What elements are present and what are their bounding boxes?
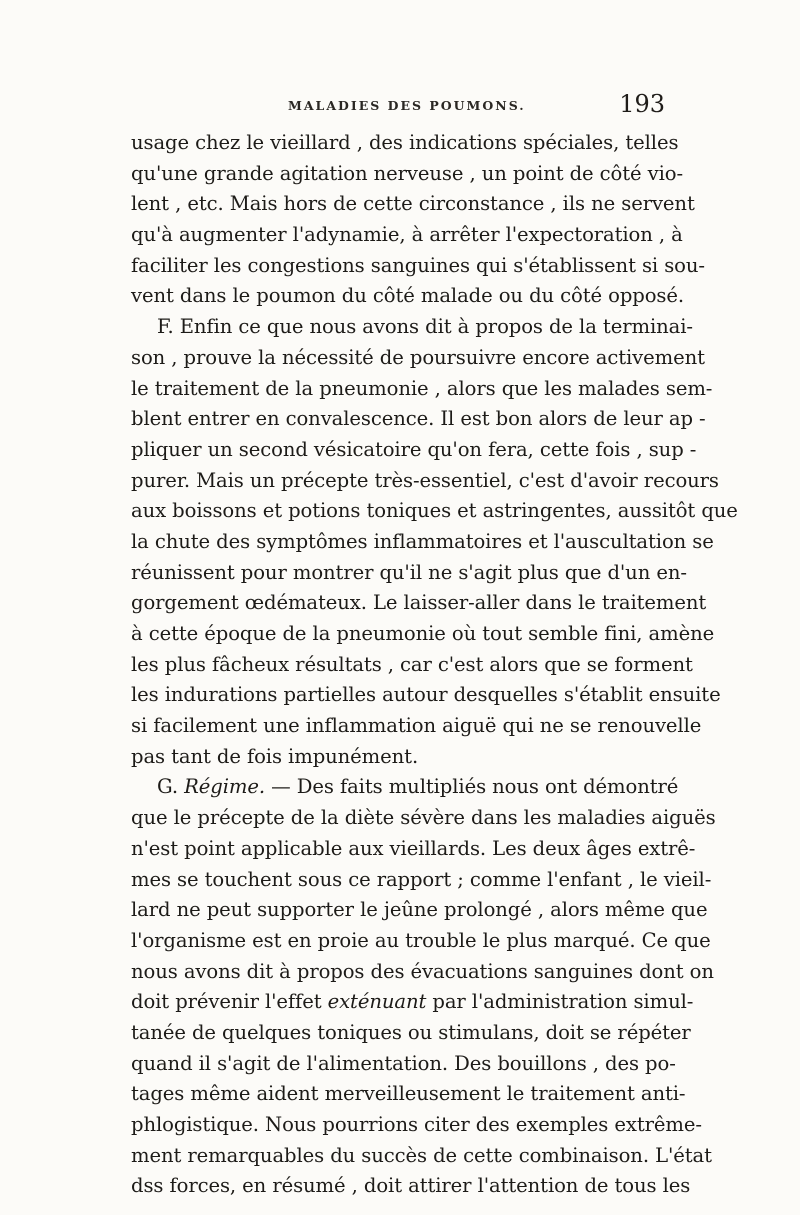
- text-line: vent dans le poumon du côté malade ou du côté opposé.: [131, 284, 684, 308]
- text-line: lard ne peut supporter le jeûne prolongé , alors même que: [131, 898, 708, 922]
- page-header: [130, 90, 665, 124]
- text-line: tanée de quelques toniques ou stimulans, doit se répéter: [131, 1020, 691, 1044]
- text-line: les indurations partielles autour desquelles s'établit ensuite: [131, 683, 721, 707]
- text-line: aux boissons et potions toniques et astringentes, aussitôt que: [131, 499, 738, 523]
- page-number: 193: [619, 90, 665, 118]
- text-line: l'organisme est en proie au trouble le plus marqué. Ce que: [131, 928, 711, 952]
- text-line: lent , etc. Mais hors de cette circonstance , ils ne servent: [131, 192, 695, 216]
- text-line: pas tant de fois impunément.: [131, 744, 419, 768]
- text-line: doit prévenir l'effet exténuant par l'administration simul-: [131, 990, 694, 1014]
- text-line: dss forces, en résumé , doit attirer l'attention de tous les: [131, 1174, 691, 1198]
- text-line: faciliter les congestions sanguines qui s'établissent si sou-: [131, 253, 705, 277]
- text-line: qu'à augmenter l'adynamie, à arrêter l'expectoration , à: [131, 223, 683, 247]
- text-line: réunissent pour montrer qu'il ne s'agit plus que d'un en-: [131, 560, 687, 584]
- text-line: usage chez le vieillard , des indications spéciales, telles: [131, 131, 679, 154]
- text-line: F. Enfin ce que nous avons dit à propos de la terminai-: [157, 315, 693, 339]
- text-line: si facilement une inflammation aiguë qui ne se renouvelle: [131, 714, 702, 738]
- italic-word: Régime.: [184, 775, 265, 799]
- text-line: mes se touchent sous ce rapport ; comme l'enfant , le vieil-: [131, 867, 712, 891]
- text-line: son , prouve la nécessité de poursuivre encore activement: [131, 345, 705, 369]
- text-line: à cette époque de la pneumonie où tout semble fini, amène: [131, 622, 715, 645]
- text-line: le traitement de la pneumonie , alors que les malades sem-: [131, 376, 713, 400]
- text-line: les plus fâcheux résultats , car c'est alors que se forment: [131, 652, 693, 676]
- text-line: blent entrer en convalescence. Il est bon alors de leur ap -: [131, 407, 706, 431]
- text-line: ment remarquables du succès de cette combinaison. L'état: [131, 1143, 712, 1167]
- text-line: pliquer un second vésicatoire qu'on fera, cette fois , sup -: [131, 437, 697, 461]
- text-line: quand il s'agit de l'alimentation. Des bouillons , des po-: [131, 1051, 676, 1075]
- text-line: la chute des symptômes inflammatoires et l'auscultation se: [131, 529, 714, 553]
- body-text: [131, 128, 738, 1202]
- text-line: purer. Mais un précepte très-essentiel, c'est d'avoir recours: [131, 468, 719, 492]
- text-line: phlogistique. Nous pourrions citer des exemples extrême-: [131, 1113, 702, 1136]
- text-line: tages même aident merveilleusement le traitement anti-: [131, 1082, 686, 1106]
- text-line: G. Régime. — Des faits multipliés nous ont démontré: [157, 775, 679, 799]
- text-line: qu'une grande agitation nerveuse , un point de côté vio-: [131, 161, 683, 185]
- text-line: nous avons dit à propos des évacuations sanguines dont on: [131, 959, 714, 983]
- text-line: que le précepte de la diète sévère dans les maladies aiguës: [131, 806, 716, 830]
- italic-word: exténuant: [327, 990, 427, 1014]
- text-line: n'est point applicable aux vieillards. Les deux âges extrê-: [131, 836, 696, 860]
- text-line: gorgement œdémateux. Le laisser-aller dans le traitement: [131, 591, 707, 615]
- running-head: MALADIES DES POUMONS.: [288, 98, 526, 113]
